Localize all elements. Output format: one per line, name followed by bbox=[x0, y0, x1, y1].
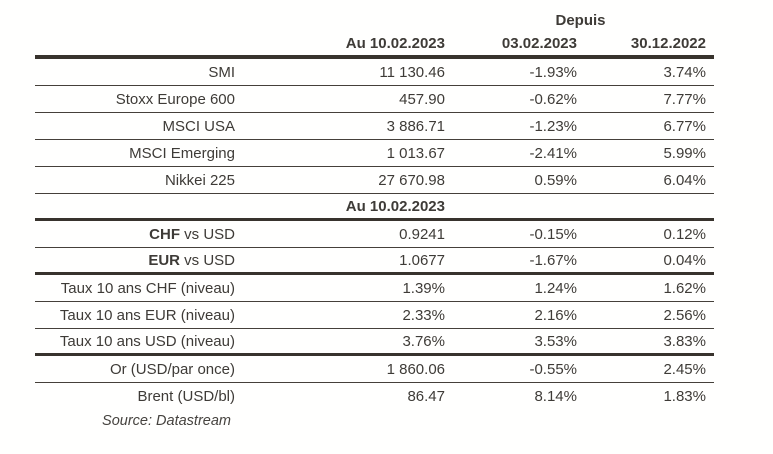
value-since-ytd: 6.04% bbox=[663, 171, 706, 189]
value-level: 3.76% bbox=[402, 332, 445, 350]
column-header-level: Au 10.02.2023 bbox=[345, 35, 445, 52]
row-label bbox=[35, 92, 245, 107]
value-since-ytd: 5.99% bbox=[663, 144, 706, 162]
value-since-ytd: 2.45% bbox=[663, 360, 706, 378]
row-label-text: Taux 10 ans CHF (niveau) bbox=[60, 279, 235, 297]
value-level: 457.90 bbox=[399, 90, 445, 108]
value-since-ytd: 2.56% bbox=[663, 306, 706, 324]
value-since-ytd: 3.74% bbox=[663, 63, 706, 81]
row-label-text: vs USD bbox=[179, 251, 235, 269]
row-label bbox=[35, 173, 245, 188]
value-since-ytd: 1.83% bbox=[663, 388, 706, 405]
value-since-week: 1.24% bbox=[534, 279, 577, 297]
table-row-brent bbox=[35, 383, 714, 410]
row-label-text: Nikkei 225 bbox=[164, 171, 235, 189]
column-header-since-ytd: 30.12.2022 bbox=[630, 35, 706, 52]
section-header: Au 10.02.2023 bbox=[345, 197, 445, 215]
market-data-table bbox=[35, 8, 714, 429]
value-since-week: -0.62% bbox=[529, 90, 577, 108]
value-since-ytd: 1.62% bbox=[663, 279, 706, 297]
row-label-text: MSCI Emerging bbox=[129, 144, 235, 162]
depuis-header-row bbox=[35, 8, 714, 32]
row-label bbox=[35, 334, 245, 349]
value-since-week: -1.93% bbox=[529, 63, 577, 81]
table-row-taux-eur bbox=[35, 302, 714, 329]
value-since-week: 3.53% bbox=[534, 332, 577, 350]
row-label bbox=[35, 146, 245, 161]
value-since-ytd: 6.77% bbox=[663, 117, 706, 135]
column-header-since-week: 03.02.2023 bbox=[501, 35, 577, 52]
value-level: 1 013.67 bbox=[386, 144, 445, 162]
table-row-eur-usd bbox=[35, 248, 714, 275]
value-since-week: -0.55% bbox=[529, 360, 577, 378]
value-level: 2.33% bbox=[402, 306, 445, 324]
row-label bbox=[35, 362, 245, 377]
value-level: 1.39% bbox=[402, 279, 445, 297]
value-since-week: -1.67% bbox=[529, 251, 577, 269]
value-since-ytd: 3.83% bbox=[663, 332, 706, 350]
table-row-or bbox=[35, 356, 714, 383]
column-header-row bbox=[35, 32, 714, 59]
value-since-ytd: 0.04% bbox=[663, 251, 706, 269]
row-label bbox=[35, 119, 245, 134]
value-level: 0.9241 bbox=[399, 225, 445, 243]
value-level: 3 886.71 bbox=[386, 117, 445, 135]
value-since-week: -2.41% bbox=[529, 144, 577, 162]
row-label-text: Or (USD/par once) bbox=[109, 360, 235, 378]
table-row-stoxx bbox=[35, 86, 714, 113]
row-label bbox=[35, 308, 245, 323]
row-label bbox=[35, 389, 245, 404]
table-row-taux-usd bbox=[35, 329, 714, 356]
value-since-week: 2.16% bbox=[534, 306, 577, 324]
value-since-ytd: 7.77% bbox=[663, 90, 706, 108]
table-row-taux-chf bbox=[35, 275, 714, 302]
value-level: 11 130.46 bbox=[379, 63, 445, 81]
row-label bbox=[35, 227, 245, 242]
row-label-text: MSCI USA bbox=[162, 117, 235, 135]
row-label-text: SMI bbox=[208, 63, 235, 81]
row-label-text: Brent (USD/bl) bbox=[137, 388, 235, 405]
table-row-msci-emerging bbox=[35, 140, 714, 167]
row-label-text: Stoxx Europe 600 bbox=[115, 90, 235, 108]
depuis-header: Depuis bbox=[555, 11, 606, 29]
value-level: 1.0677 bbox=[399, 251, 445, 269]
table-row-msci-usa bbox=[35, 113, 714, 140]
value-level: 1 860.06 bbox=[386, 360, 445, 378]
row-label-bold: EUR bbox=[148, 251, 180, 269]
table-row-smi bbox=[35, 59, 714, 86]
value-since-week: -1.23% bbox=[529, 117, 577, 135]
row-label-text: Taux 10 ans USD (niveau) bbox=[59, 332, 235, 350]
row-label-text: vs USD bbox=[179, 225, 235, 243]
row-label-text: Taux 10 ans EUR (niveau) bbox=[59, 306, 235, 324]
table-row-chf-usd bbox=[35, 221, 714, 248]
value-since-week: 0.59% bbox=[534, 171, 577, 189]
value-level: 86.47 bbox=[407, 388, 445, 405]
row-label-bold: CHF bbox=[149, 225, 180, 243]
row-label bbox=[35, 253, 245, 268]
value-level: 27 670.98 bbox=[378, 171, 445, 189]
value-since-week: -0.15% bbox=[529, 225, 577, 243]
row-label bbox=[35, 281, 245, 296]
source-note: Source: Datastream bbox=[102, 413, 231, 429]
value-since-ytd: 0.12% bbox=[663, 225, 706, 243]
row-label bbox=[35, 65, 245, 80]
value-since-week: 8.14% bbox=[534, 388, 577, 405]
section-header-row bbox=[35, 194, 714, 221]
table-row-nikkei bbox=[35, 167, 714, 194]
